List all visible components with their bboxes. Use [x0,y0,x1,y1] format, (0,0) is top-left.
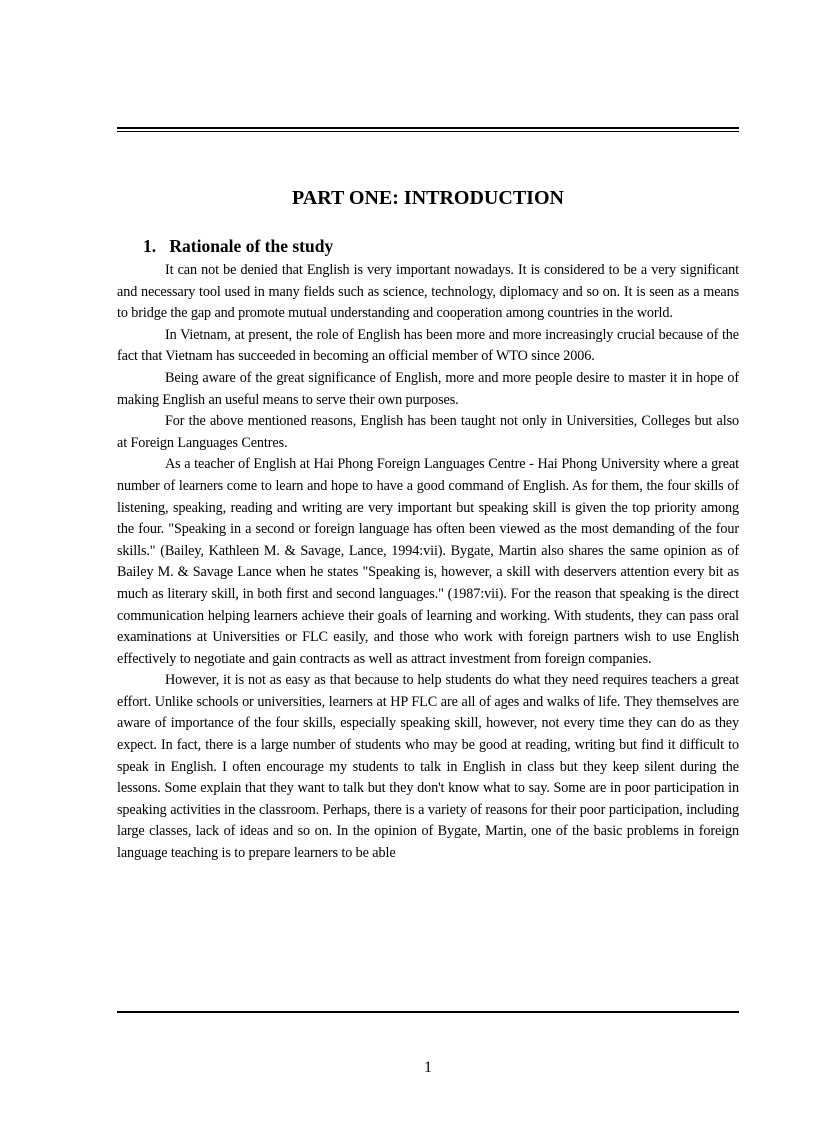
paragraph: It can not be denied that English is very important nowadays. It is considered to be a very significant and necessary tool used in many fields such as science, technology, diplomacy and so on. It is seen as a means to bridge the gap and promote mutual understanding and cooperation among countries in the world. [117,262,739,322]
page-number: 1 [424,1059,432,1076]
section-title: Rationale of the study [169,236,334,256]
paragraph: Being aware of the great significance of English, more and more people desire to master it in hope of making English an useful means to serve their own purposes. [117,369,739,408]
paragraph: In Vietnam, at present, the role of English has been more and more increasingly crucial because of the fact that Vietnam has succeeded in becoming an official member of WTO since 2006. [117,326,739,365]
part-title: PART ONE: INTRODUCTION [292,187,564,209]
paragraph: As a teacher of English at Hai Phong Foreign Languages Centre - Hai Phong University where a great number of learners come to learn and hope to have a good command of English. As for them, the four skills of listening, speaking, reading and writing are very important but speaking skill is given the top priority among the four. "Speaking in a second or foreign language has often been viewed as the most demanding of the four skills." (Bailey, Kathleen M. & Savage, Lance, 1994:vii). Bygate, Martin also shares the same opinion as of Bailey M. & Savage Lance when he states "Speaking is, however, a skill with deservers attention every bit as much as literary skill, in both first and second languages." (1987:vii). For the reason that speaking is the direct communication helping learners achieve their goals of learning and working. With students, they can pass oral examinations at Universities or FLC easily, and those who work with foreign partners wish to use English effectively to negotiate and gain contracts as well as attract investment from foreign companies. [117,456,739,667]
section-number: 1. [143,236,157,256]
paragraph: However, it is not as easy as that because to help students do what they need requires teachers a great effort. Unlike schools or universities, learners at HP FLC are all of ages and walks of life. They themselves are aware of importance of the four skills, especially speaking skill, however, not every time they can do as they expect. In fact, there is a large number of students who may be good at reading, writing but find it difficult to speak in English. I often encourage my students to talk in English in class but they keep silent during the lessons. Some explain that they want to talk but they don't know what to say. Some are in poor participation in speaking activities in the classroom. Perhaps, there is a variety of reasons for their poor participation, including large classes, lack of ideas and so on. In the opinion of Bygate, Martin, one of the basic problems in foreign language teaching is to prepare learners to be able [117,672,739,862]
paragraph: For the above mentioned reasons, English has been taught not only in Universities, Colleges but also at Foreign Languages Centres. [117,413,739,451]
header-rule [117,127,739,132]
footer-rule [117,1011,739,1013]
section-heading [143,234,333,258]
body-text [117,260,739,865]
